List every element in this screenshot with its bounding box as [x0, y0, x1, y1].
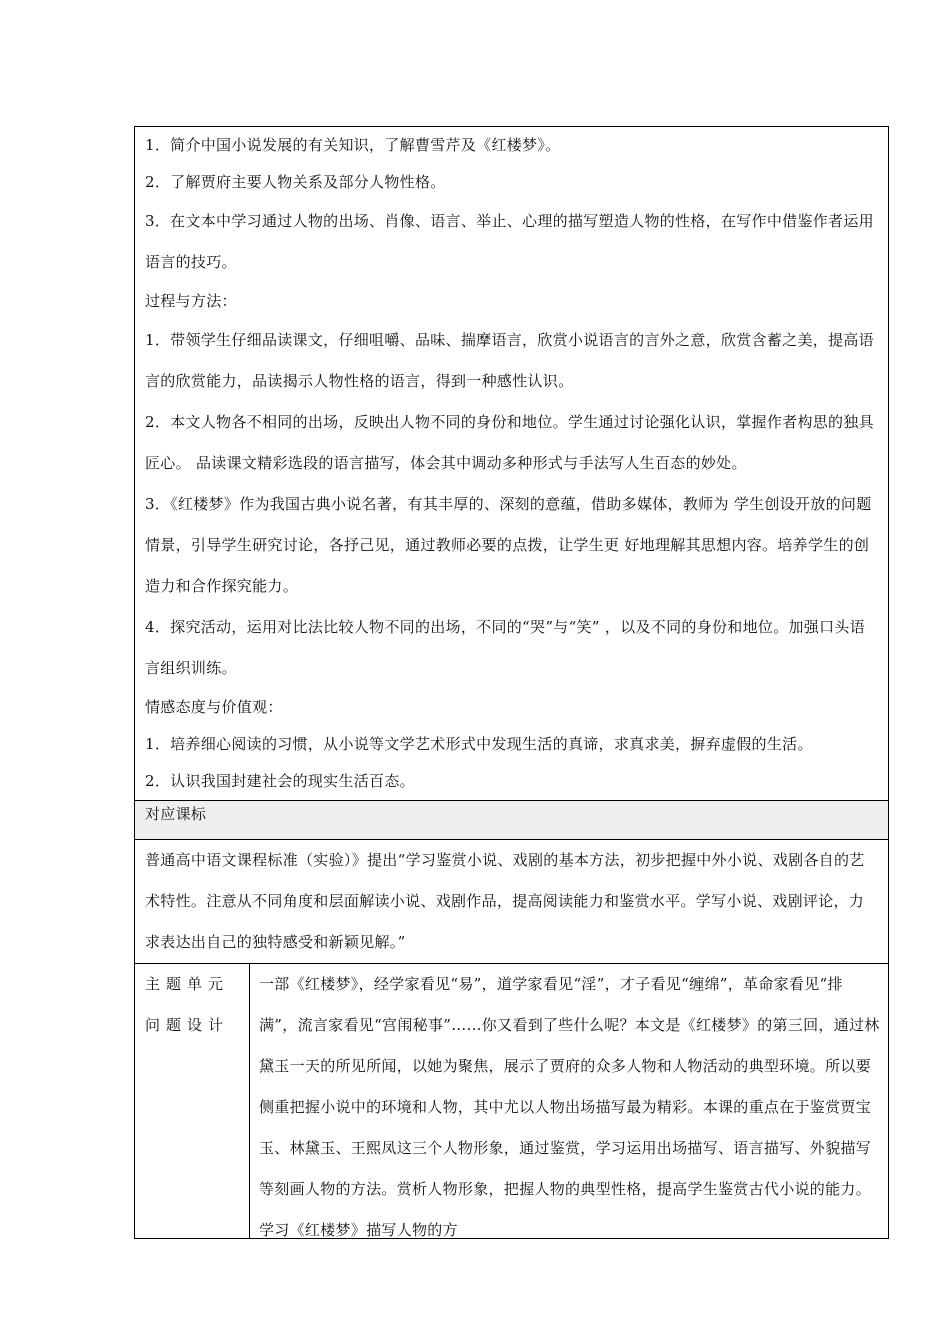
unit-title-cell	[135, 964, 250, 1238]
objective-line: 4．探究活动，运用对比法比较人物不同的出场，不同的“哭”与“笑” ，以及不同的身份和地位。加强口头语言组织训练。	[145, 618, 865, 677]
objective-line: 1．培养细心阅读的习惯，从小说等文学艺术形式中发现生活的真谛，求真求美，摒弃虚假的生活。	[145, 735, 813, 753]
objective-line: 1．带领学生仔细品读课文，仔细咀嚼、品味、揣摩语言，欣赏小说语言的言外之意，欣赏含蓄之美，提高语言的欣赏能力，品读揭示人物性格的语言，得到一种感性认识。	[145, 331, 874, 390]
objective-line: 3．《红楼梦》作为我国古典小说名著，有其丰厚的、深刻的意蕴，借助多媒体，教师为 学生创设开放的问题情景，引导学生研究讨论，各抒己见，通过教师必要的点拨，让学生更 好地理解其思想内容。培养学生的创造力和合作探究能力。	[145, 495, 872, 595]
standard-header-cell	[135, 800, 888, 839]
unit-text: 一部《红楼梦》，经学家看见“易”，道学家看见“淫”，才子看见“缠绵”，革命家看见“排满”，流言家看见“宫闱秘事”……你又看到了些什么呢？本文是《红楼梦》的第三回，通过林黛玉一天的所见所闻，以她为聚焦，展示了贾府的众多人物和人物活动的典型环境。所以要侧重把握小说中的环境和人物，其中尤以人物出场描写最为精彩。本课的重点在于鉴赏贾宝玉、林黛玉、王熙凤这三个人物形象，通过鉴赏，学习运用出场描写、语言描写、外貌描写等刻画人物的方法。赏析人物形象，把握人物的典型性格，提高学生鉴赏古代小说的能力。学习《红楼梦》描写人物的方	[259, 975, 880, 1238]
standard-text: 普通高中语文课程标准（实验）》提出“学习鉴赏小说、戏剧的基本方法，初步把握中外小说、戏剧各自的艺术特性。注意从不同角度和层面解读小说、戏剧作品，提高阅读能力和鉴赏水平。学写小说、戏剧评论，力求表达出自己的独特感受和新颖见解。”	[145, 851, 865, 951]
unit-text-cell	[250, 964, 888, 1238]
objective-line: 3．在文本中学习通过人物的出场、肖像、语言、举止、心理的描写塑造人物的性格，在写作中借鉴作者运用语言的技巧。	[145, 212, 874, 271]
objective-line: 2．认识我国封建社会的现实生活百态。	[145, 772, 415, 790]
unit-title: 主题单元问题设计	[145, 975, 230, 1034]
standard-header: 对应课标	[145, 805, 207, 823]
standard-cell	[135, 839, 888, 963]
section-label-process: 过程与方法：	[145, 292, 237, 310]
objective-line: 2．本文人物各不相同的出场，反映出人物不同的身份和地位。学生通过讨论强化认识，掌握作者构思的独具匠心。 品读课文精彩选段的语言描写，体会其中调动多种形式与手法写人生百态的妙处。	[145, 413, 874, 472]
objective-line: 2．了解贾府主要人物关系及部分人物性格。	[145, 173, 446, 191]
section-label-emotion: 情感态度与价值观：	[145, 698, 283, 716]
objective-line: 1．简介中国小说发展的有关知识，了解曹雪芹及《红楼梦》。	[145, 136, 561, 154]
lesson-plan-table	[134, 126, 889, 1239]
objectives-cell	[135, 127, 888, 800]
unit-design-row	[135, 963, 888, 1238]
